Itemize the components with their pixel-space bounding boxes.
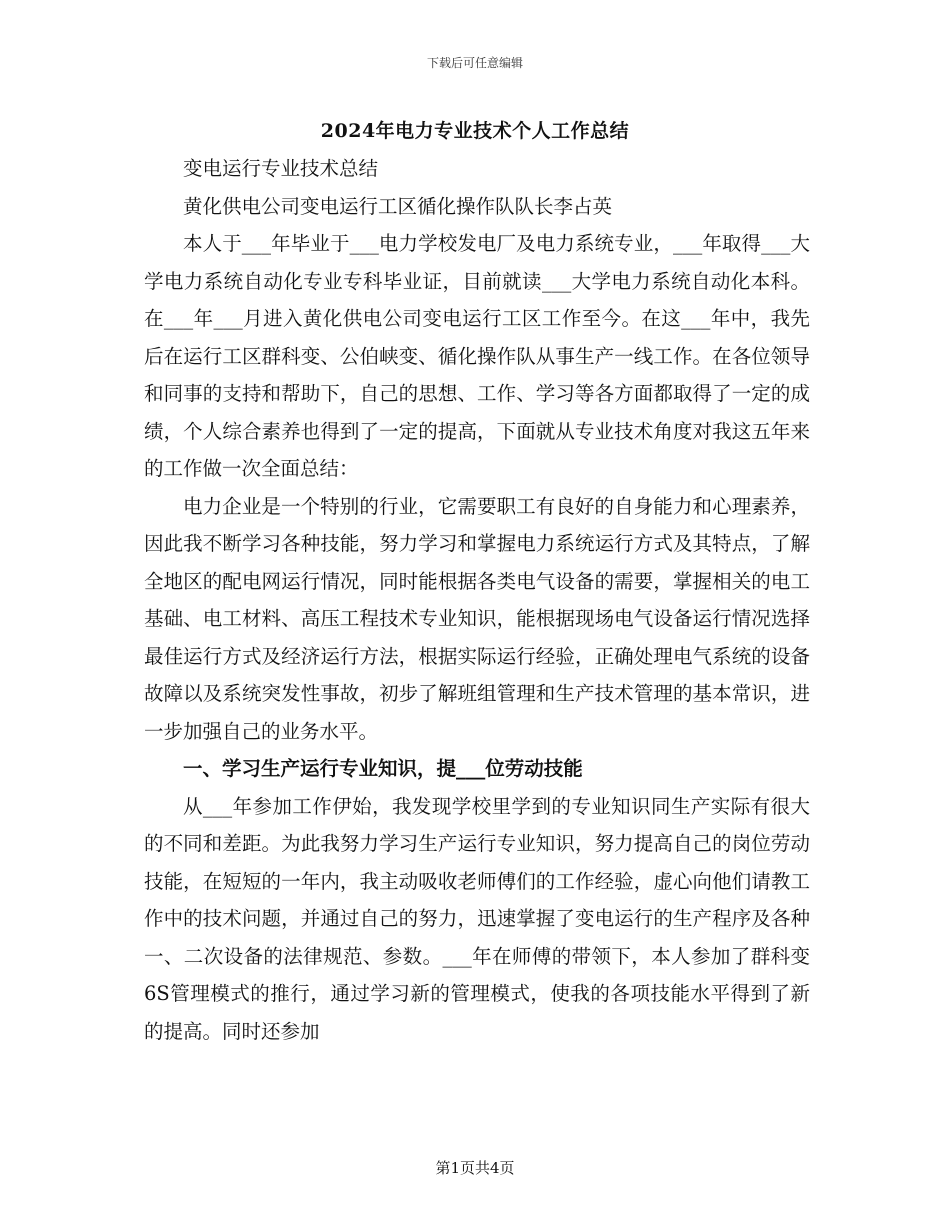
author-line: 黄化供电公司变电运行工区循化操作队队长李占英 bbox=[183, 194, 613, 218]
subtitle: 变电运行专业技术总结 bbox=[183, 157, 379, 180]
header-note: 下载后可任意编辑 bbox=[426, 56, 523, 70]
page-footer: 第1页共4页 bbox=[435, 1159, 515, 1177]
section-heading: 一、学习生产运行专业知识，提___位劳动技能 bbox=[183, 757, 583, 780]
document-body bbox=[144, 150, 810, 1050]
paragraph: 电力企业是一个特别的行业，它需要职工有良好的自身能力和心理素养，因此我不断学习各种技能，努力学习和掌握电力系统运行方式及其特点，了解全地区的配电网运行情况，同时能根据各类电气设备的需要，掌握相关的电工基础、电工材料、高压工程技术专业知识，能根据现场电气设备运行情况选择最佳运行方式及经济运行方法，根据实际运行经验，正确处理电气系统的设备故障以及系统突发性事故，初步了解班组管理和生产技术管理的基本常识，进一步加强自己的业务水平。 bbox=[144, 494, 810, 743]
document-title: 2024年电力专业技术个人工作总结 bbox=[320, 120, 630, 142]
section-paragraph: 从___年参加工作伊始，我发现学校里学到的专业知识同生产实际有很大的不同和差距。为此我努力学习生产运行专业知识，努力提高自己的岗位劳动技能，在短短的一年内，我主动吸收老师傅们的工作经验，虚心向他们请教工作中的技术问题，并通过自己的努力，迅速掌握了变电运行的生产程序及各种一、二次设备的法律规范、参数。___年在师傅的带领下，本人参加了群科变6S管理模式的推行，通过学习新的管理模式，使我的各项技能水平得到了新的提高。同时还参加 bbox=[144, 794, 810, 1043]
paragraph: 本人于___年毕业于___电力学校发电厂及电力系统专业，___年取得___大学电力系统自动化专业专科毕业证，目前就读___大学电力系统自动化本科。在___年___月进入黄化供电公司变电运行工区工作至今。在这___年中，我先后在运行工区群科变、公伯峡变、循化操作队从事生产一线工作。在各位领导和同事的支持和帮助下，自己的思想、工作、学习等各方面都取得了一定的成绩，个人综合素养也得到了一定的提高，下面就从专业技术角度对我这五年来的工作做一次全面总结： bbox=[144, 232, 810, 480]
